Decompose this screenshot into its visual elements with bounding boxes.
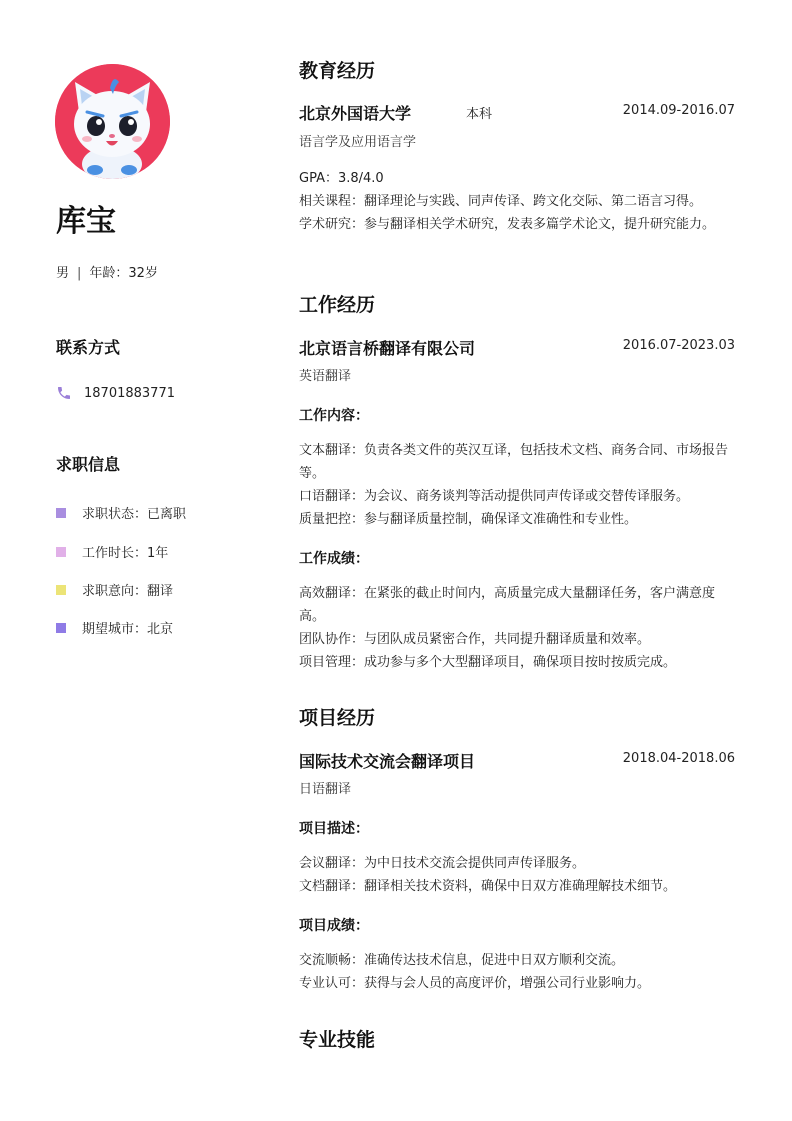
job-status-item: [56, 503, 186, 522]
phone-number: 18701883771: [84, 385, 175, 401]
job-intent-item: [56, 580, 173, 599]
separator: |: [77, 266, 82, 281]
basic-info: [56, 262, 158, 281]
education-heading: 教育经历: [299, 60, 376, 82]
education-date: 2014.09-2016.07: [622, 103, 735, 118]
bullet-square-icon: [56, 623, 66, 633]
project-achieve-heading: 项目成绩：: [299, 918, 369, 934]
company-name: 北京语言桥翻译有限公司: [299, 339, 476, 358]
gender: 男: [56, 266, 70, 281]
phone-row: [56, 385, 175, 401]
job-intent: 求职意向：翻译: [82, 584, 174, 599]
work-achieve-line: 项目管理：成功参与多个大型翻译项目，确保项目按时按质完成。: [299, 655, 677, 670]
work-content-heading: 工作内容：: [299, 408, 369, 424]
project-name: 国际技术交流会翻译项目: [299, 752, 476, 771]
expected-city: 期望城市：北京: [82, 622, 174, 637]
age: 年龄：32岁: [89, 266, 158, 281]
project-desc-line: 文档翻译：翻译相关技术资料，确保中日双方准确理解技术细节。: [299, 879, 677, 894]
project-date: 2018.04-2018.06: [622, 751, 735, 766]
work-achieve-heading: 工作成绩：: [299, 551, 369, 567]
bullet-square-icon: [56, 585, 66, 595]
work-achieve-line: 高效翻译：在紧张的截止时间内，高质量完成大量翻译任务，客户满意度高。: [299, 586, 716, 624]
project-heading: 项目经历: [299, 707, 376, 729]
sidebar: [0, 0, 260, 1121]
work-date: 2016.07-2023.03: [622, 338, 735, 353]
courses: 相关课程：翻译理论与实践、同声传译、跨文化交际、第二语言习得。: [299, 194, 703, 209]
project-desc-heading: 项目描述：: [299, 821, 369, 837]
bullet-square-icon: [56, 508, 66, 518]
contact-heading: 联系方式: [56, 338, 121, 357]
work-content-line: 质量把控：参与翻译质量控制，确保译文准确性和专业性。: [299, 512, 638, 527]
work-role: 英语翻译: [299, 369, 352, 384]
work-duration: 工作时长：1年: [82, 546, 169, 561]
phone-icon: [56, 385, 72, 401]
cat-mascot-icon: [55, 64, 170, 179]
major: 语言学及应用语言学: [299, 135, 417, 150]
school-name: 北京外国语大学: [299, 104, 412, 123]
avatar: [55, 64, 170, 179]
work-heading: 工作经历: [299, 294, 376, 316]
gpa: GPA：3.8/4.0: [299, 171, 384, 186]
bullet-square-icon: [56, 547, 66, 557]
work-duration-item: [56, 542, 168, 561]
work-achieve-line: 团队协作：与团队成员紧密合作，共同提升翻译质量和效率。: [299, 632, 651, 647]
project-role: 日语翻译: [299, 782, 352, 797]
job-status: 求职状态：已离职: [82, 507, 187, 522]
project-desc-line: 会议翻译：为中日技术交流会提供同声传译服务。: [299, 856, 586, 871]
project-achieve-line: 交流顺畅：准确传达技术信息，促进中日双方顺利交流。: [299, 953, 625, 968]
candidate-name: 库宝: [56, 204, 116, 239]
work-content-line: 口语翻译：为会议、商务谈判等活动提供同声传译或交替传译服务。: [299, 489, 690, 504]
research: 学术研究：参与翻译相关学术研究，发表多篇学术论文，提升研究能力。: [299, 217, 716, 232]
skills-heading: 专业技能: [299, 1029, 376, 1051]
job-info-heading: 求职信息: [56, 455, 121, 474]
project-achieve-line: 专业认可：获得与会人员的高度评价，增强公司行业影响力。: [299, 976, 651, 991]
degree: 本科: [466, 107, 493, 122]
expected-city-item: [56, 618, 173, 637]
work-content-line: 文本翻译：负责各类文件的英汉互译，包括技术文档、商务合同、市场报告等。: [299, 443, 729, 481]
